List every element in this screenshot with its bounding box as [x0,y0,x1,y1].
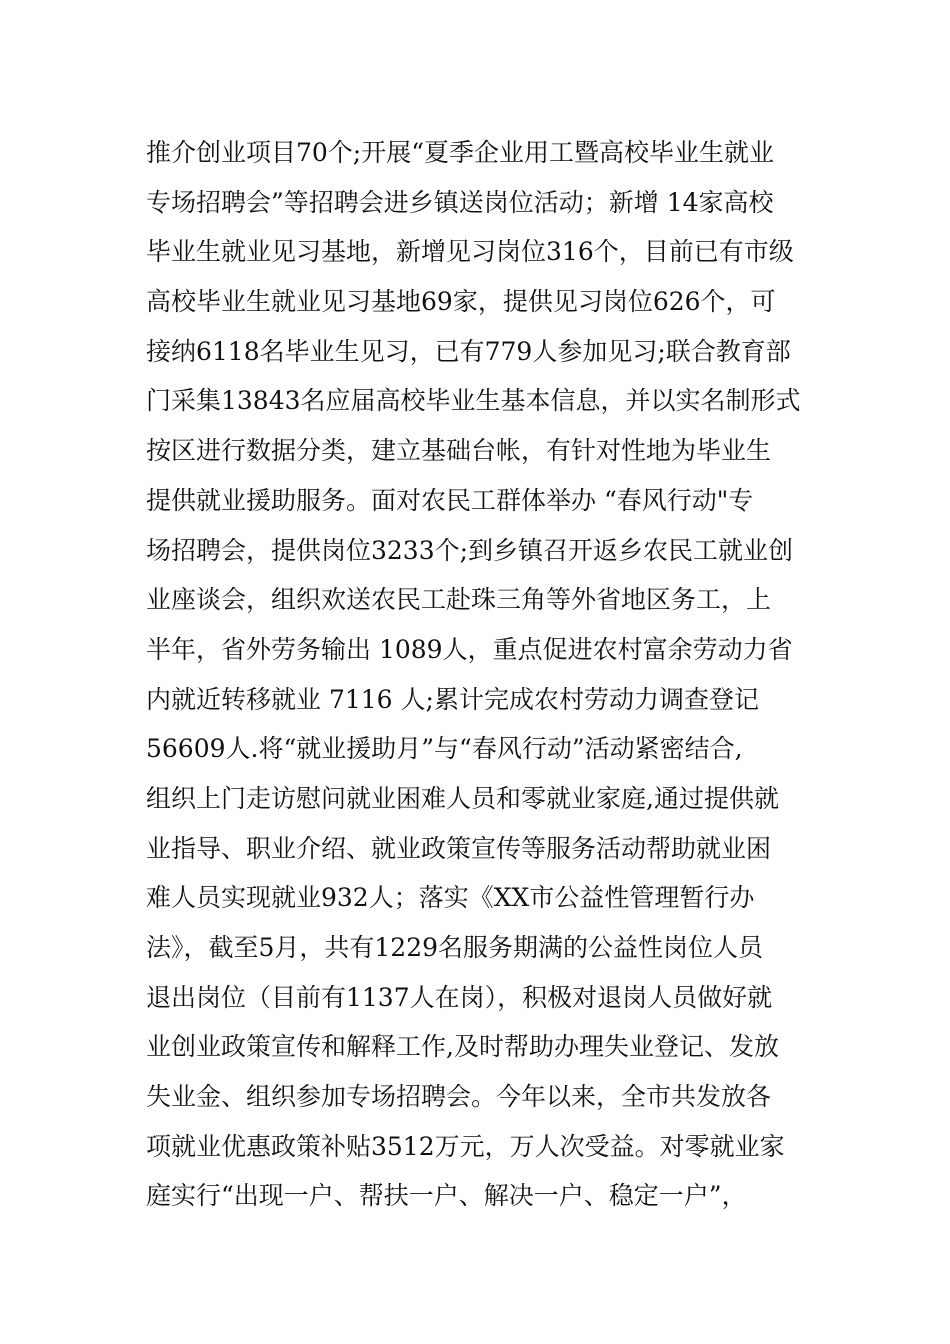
text-line: 半年，省外劳务输出 1089人，重点促进农村富余劳动力省 [146,634,793,664]
text-line: 失业金、组织参加专场招聘会。今年以来，全市共发放各 [146,1082,772,1112]
text-line: 业创业政策宣传和解释工作,及时帮助办理失业登记、发放 [146,1032,779,1062]
text-line: 专场招聘会”等招聘会进乡镇送岗位活动；新增 14家高校 [146,187,774,217]
text-line: 业指导、职业介绍、就业政策宣传等服务活动帮助就业困 [146,833,772,863]
text-line: 56609人.将“就业援助月”与“春风行动”活动紧密结合, [146,734,743,764]
text-line: 接纳6118名毕业生见习，已有779人参加见习;联合教育部 [146,336,791,366]
text-line: 退出岗位（目前有1137人在岗），积极对退岗人员做好就 [146,982,773,1012]
text-line: 业座谈会，组织欢送农民工赴珠三角等外省地区务工，上 [146,585,772,615]
text-line: 内就近转移就业 7116 人;累计完成农村劳动力调查登记 [146,684,759,714]
text-line: 毕业生就业见习基地，新增见习岗位316个，目前已有市级 [146,237,794,267]
text-line: 场招聘会，提供岗位3233个;到乡镇召开返乡农民工就业创 [146,535,794,565]
text-line: 法》，截至5月，共有1229名服务期满的公益性岗位人员 [146,933,764,962]
text-line: 项就业优惠政策补贴3512万元，万人次受益。对零就业家 [146,1131,785,1161]
text-line: 按区进行数据分类，建立基础台帐，有针对性地为毕业生 [146,436,772,466]
body-paragraph [146,128,826,1221]
text-line: 难人员实现就业932人；落实《XX市公益性管理暂行办 [146,883,755,913]
text-line: 高校毕业生就业见习基地69家，提供见习岗位626个，可 [146,287,776,317]
text-line: 门采集13843名应届高校毕业生基本信息，并以实名制形式 [146,386,801,416]
text-line: 组织上门走访慰问就业困难人员和零就业家庭,通过提供就 [146,783,779,813]
text-line: 提供就业援助服务。面对农民工群体举办 “春风行动"专 [146,485,754,515]
text-line: 推介创业项目70个;开展“夏季企业用工暨高校毕业生就业 [146,138,775,167]
text-line: 庭实行“出现一户、帮扶一户、解决一户、稳定一户”， [146,1181,747,1211]
